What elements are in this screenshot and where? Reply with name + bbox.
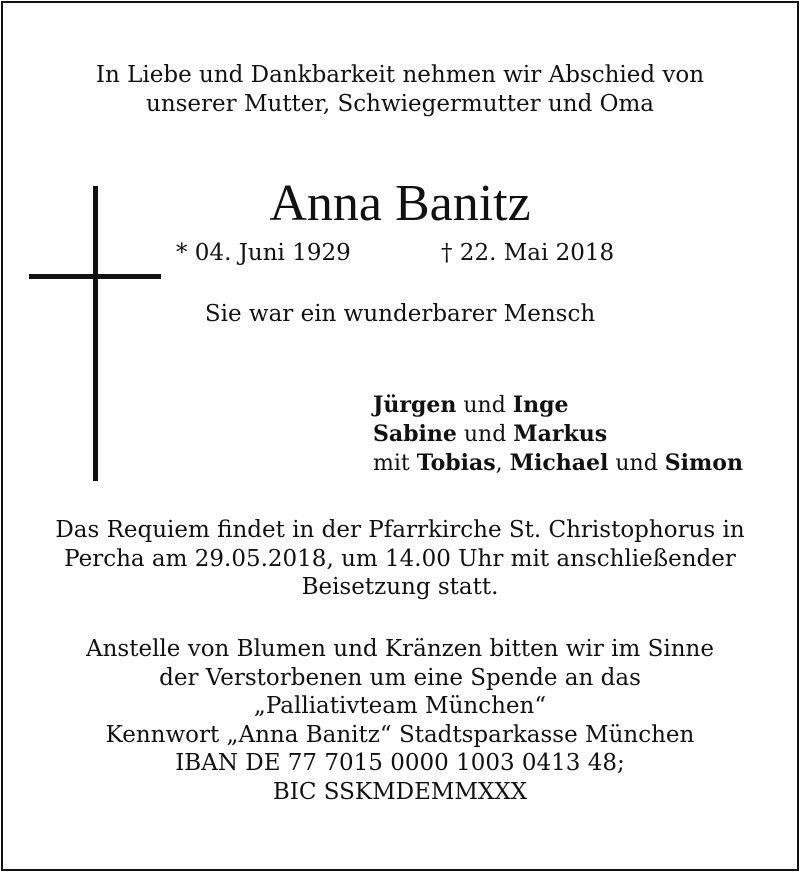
family-conjunction: und bbox=[456, 393, 513, 418]
family-prefix: mit bbox=[373, 451, 417, 476]
family-name: Michael bbox=[509, 450, 609, 476]
requiem-info bbox=[0, 516, 800, 602]
donation-line-3: „Palliativteam München“ bbox=[253, 693, 547, 719]
intro-text bbox=[0, 61, 800, 119]
family-name: Tobias bbox=[416, 450, 496, 476]
family-name: Jürgen bbox=[373, 392, 457, 418]
death-date: † 22. Mai 2018 bbox=[441, 240, 615, 266]
iban: IBAN DE 77 7015 0000 1003 0413 48; bbox=[175, 750, 625, 776]
donation-info bbox=[0, 635, 800, 806]
family-name: Sabine bbox=[373, 421, 457, 447]
family-line-3 bbox=[373, 449, 743, 478]
bic: BIC SSKMDEMMXXX bbox=[272, 778, 528, 805]
motto: Sie war ein wunderbarer Mensch bbox=[204, 301, 596, 327]
deceased-name: Anna Banitz bbox=[269, 175, 531, 232]
family-name: Inge bbox=[512, 392, 569, 418]
requiem-line-2: Percha am 29.05.2018, um 14.00 Uhr mit anschließender bbox=[64, 545, 736, 572]
family-name: Simon bbox=[664, 450, 743, 476]
donation-line-4: Kennwort „Anna Banitz“ Stadtsparkasse München bbox=[105, 721, 695, 748]
family-line-2 bbox=[373, 420, 743, 449]
family-conjunction: und bbox=[456, 422, 514, 447]
intro-line-1: In Liebe und Dankbarkeit nehmen wir Abschied von bbox=[95, 62, 705, 88]
birth-date: * 04. Juni 1929 bbox=[176, 240, 351, 266]
family-name: Markus bbox=[513, 421, 608, 447]
donation-line-1: Anstelle von Blumen und Kränzen bitten wir im Sinne bbox=[86, 636, 714, 662]
family-separator: , bbox=[495, 451, 510, 476]
cross-icon-horizontal bbox=[29, 274, 161, 279]
requiem-line-3: Beisetzung statt. bbox=[301, 574, 499, 600]
requiem-line-1: Das Requiem findet in der Pfarrkirche St. Christophorus in bbox=[55, 517, 745, 543]
intro-line-2: unserer Mutter, Schwiegermutter und Oma bbox=[146, 91, 654, 117]
donation-line-2: der Verstorbenen um eine Spende an das bbox=[159, 664, 641, 691]
family-line-1 bbox=[373, 391, 743, 420]
family-signatures bbox=[373, 391, 743, 478]
family-conjunction: und bbox=[608, 451, 665, 476]
